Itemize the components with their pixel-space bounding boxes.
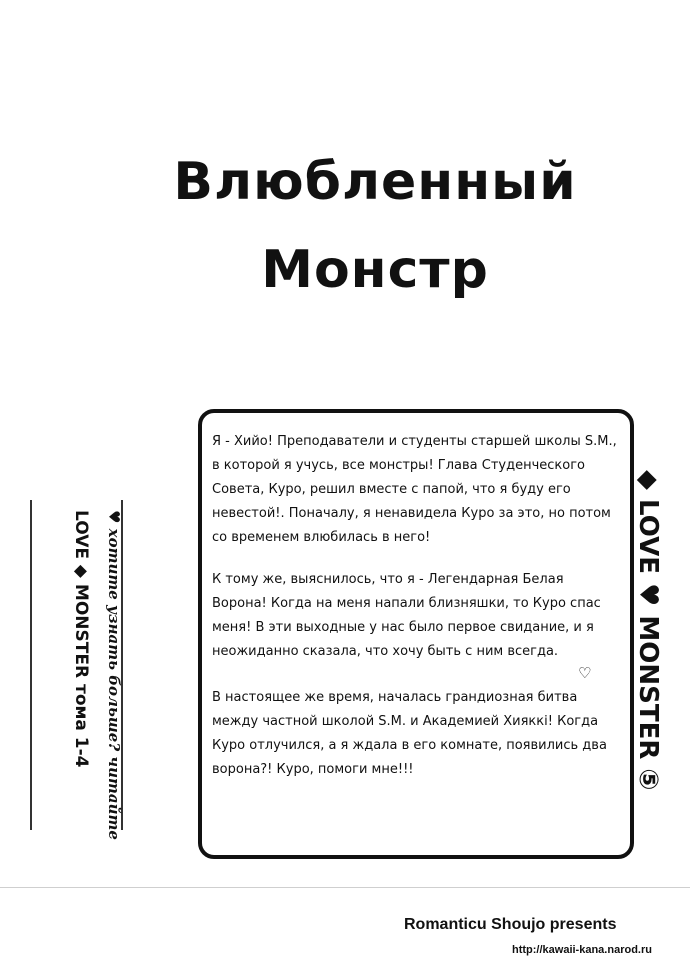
- right-spine: [628, 470, 668, 791]
- synopsis-paragraph-2: К тому же, выяснилось, что я - Легендарная Белая Ворона! Когда на меня напали близняшки, то Куро спас меня! В эти выходные у нас было первое свидание, и я неожиданно сказала, что хочу быть с ним всегда.: [212, 572, 601, 659]
- title-line-2: Монстр: [261, 240, 489, 300]
- left-spine-series: LOVE ◆ MONSTER тома 1-4: [71, 510, 91, 768]
- site-link[interactable]: http://kawaii-kana.narod.ru: [512, 944, 652, 956]
- synopsis-paragraph-1: Я - Хийо! Преподаватели и студенты старшей школы S.M., в которой я учусь, все монстры! Глава Студенческого Совета, Куро, решил вместе с папой, что я буду его невестой!. Поначалу, я ненавидела Куро за это, но потом со временем влюбилась в него!: [212, 434, 617, 545]
- left-spine-tagline: ♥ хотите узнать больше? читайте: [105, 510, 123, 840]
- left-spine-border-left: [30, 500, 32, 830]
- credit-text: Romanticu Shoujo presents: [404, 916, 617, 933]
- title-line-1: Влюбленный: [173, 152, 577, 212]
- right-spine-title: ◆ LOVE ♥ MONSTER ⑤: [633, 470, 663, 791]
- bottom-divider: [0, 887, 690, 888]
- left-spine: [62, 510, 124, 840]
- synopsis-paragraph-3: В настоящее же время, началась грандиозная битва между частной школой S.M. и Академией Хияккі! Когда Куро отлучился, а я ждала в его комнате, появились два ворона?! Куро, помоги мне!!!: [212, 690, 607, 777]
- heart-doodle-icon: ♡: [578, 664, 592, 682]
